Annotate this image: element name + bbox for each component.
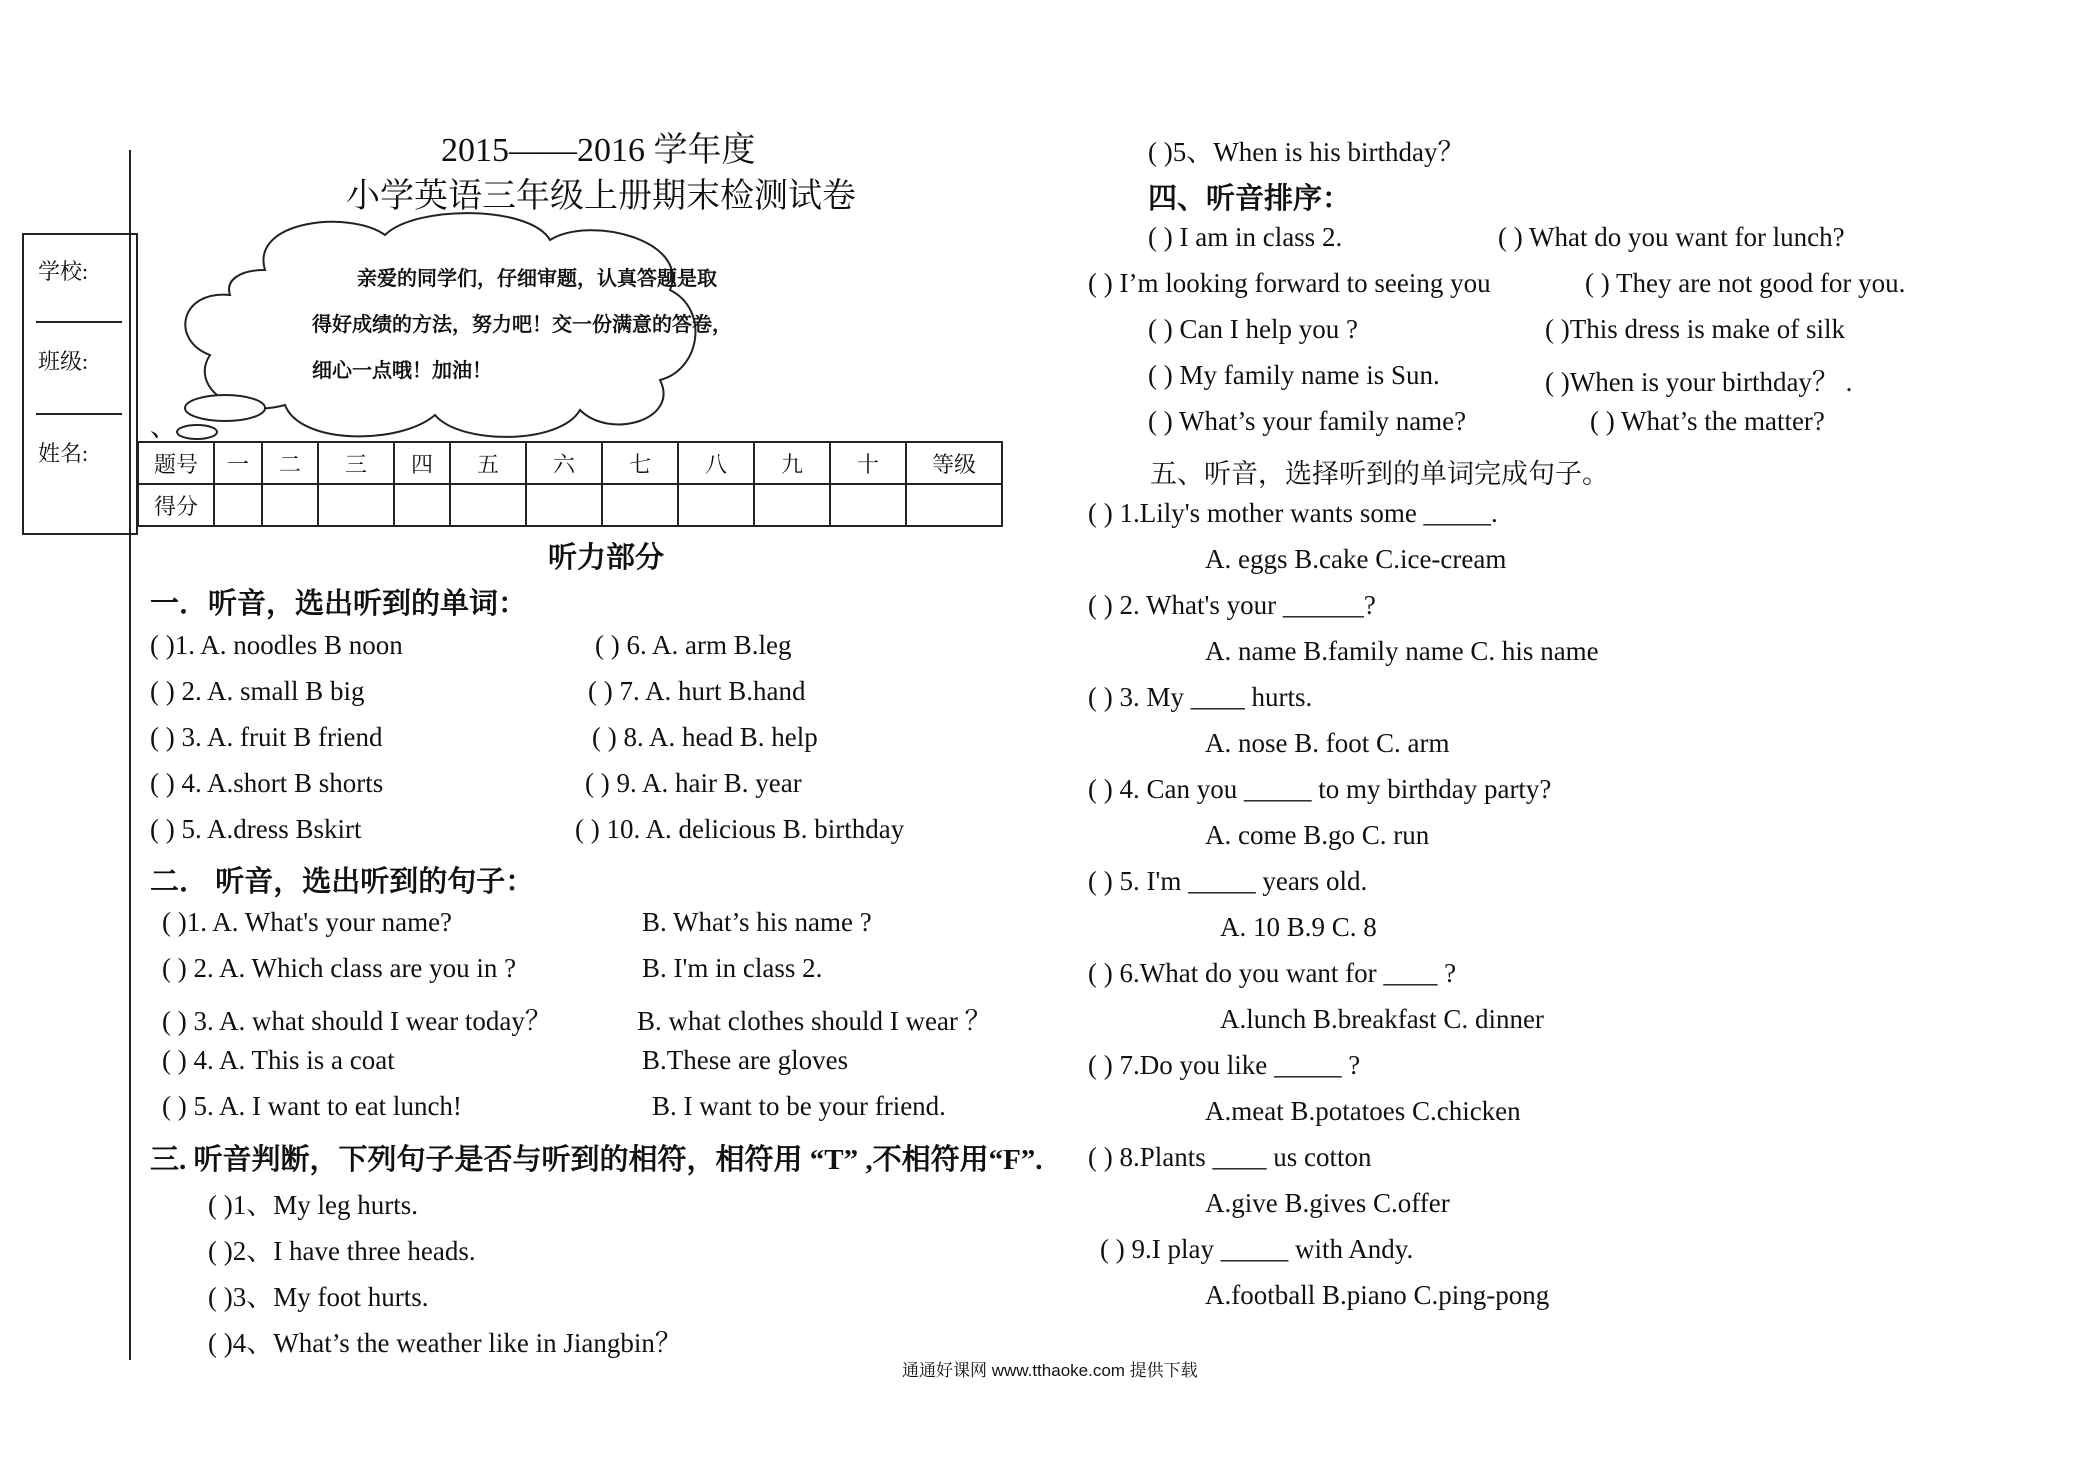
stray-mark: 、: [150, 412, 177, 442]
score-cell[interactable]: [450, 484, 526, 526]
s1-item-5: ( ) 5. A.dress Bskirt: [150, 814, 362, 844]
s4-item-1b: ( ) What do you want for lunch?: [1498, 222, 1845, 252]
s5-o5: A. 10 B.9 C. 8: [1220, 912, 1377, 942]
s2-item-1b: B. What’s his name ?: [642, 907, 872, 937]
student-info-box: [22, 233, 138, 535]
school-label: 学校:: [38, 259, 89, 284]
cloud-text-line-1: 亲爱的同学们，仔细审题，认真答题是取: [357, 266, 717, 290]
col-grade: 等级: [906, 442, 1002, 484]
name-label: 姓名:: [38, 441, 89, 466]
s4-item-4b: ( )When is your birthday？ .: [1545, 367, 1853, 397]
s3-item-5: ( )5、When is his birthday？: [1148, 137, 1465, 167]
s1-heading: 一．听音，选出听到的单词：: [150, 588, 528, 620]
s4-item-5b: ( ) What’s the matter?: [1590, 406, 1825, 436]
s5-o7: A.meat B.potatoes C.chicken: [1205, 1096, 1521, 1126]
score-cell[interactable]: [602, 484, 678, 526]
s5-o3: A. nose B. foot C. arm: [1205, 728, 1450, 758]
score-cell[interactable]: [906, 484, 1002, 526]
s2-item-2a: ( ) 2. A. Which class are you in ?: [162, 953, 517, 983]
s5-o4: A. come B.go C. run: [1205, 820, 1430, 850]
s1-item-8: ( ) 8. A. head B. help: [592, 722, 818, 752]
score-cell[interactable]: [318, 484, 394, 526]
s4-item-4a: ( ) My family name is Sun.: [1148, 360, 1440, 390]
score-cell[interactable]: [394, 484, 450, 526]
score-cell[interactable]: [262, 484, 318, 526]
s2-item-5b: B. I want to be your friend.: [652, 1091, 946, 1121]
s4-item-2b: ( ) They are not good for you.: [1585, 268, 1906, 298]
s5-q8: ( ) 8.Plants ____ us cotton: [1088, 1142, 1372, 1172]
s2-item-3b: B. what clothes should I wear ？: [637, 1006, 992, 1036]
s2-item-1a: ( )1. A. What's your name?: [162, 907, 453, 937]
s3-item-4: ( )4、What’s the weather like in Jiangbin？: [208, 1328, 682, 1358]
score-cell[interactable]: [830, 484, 906, 526]
score-cell[interactable]: [754, 484, 830, 526]
col-7: 七: [602, 442, 678, 484]
s1-item-10: ( ) 10. A. delicious B. birthday: [575, 814, 905, 844]
col-9: 九: [754, 442, 830, 484]
s5-q4: ( ) 4. Can you _____ to my birthday party?: [1088, 774, 1552, 804]
cloud-text-line-2: 得好成绩的方法，努力吧！交一份满意的答卷，: [312, 312, 732, 336]
s4-item-5a: ( ) What’s your family name?: [1148, 406, 1467, 436]
s2-item-2b: B. I'm in class 2.: [642, 953, 823, 983]
s1-item-1: ( )1. A. noodles B noon: [150, 630, 403, 660]
s5-o9: A.football B.piano C.ping-pong: [1205, 1280, 1550, 1310]
s4-item-2a: ( ) I’m looking forward to seeing you: [1088, 268, 1491, 298]
s1-item-7: ( ) 7. A. hurt B.hand: [588, 676, 806, 706]
s1-item-3: ( ) 3. A. fruit B friend: [150, 722, 383, 752]
s4-item-3b: ( )This dress is make of silk: [1545, 314, 1845, 344]
s3-item-2: ( )2、I have three heads.: [208, 1236, 476, 1266]
col-10: 十: [830, 442, 906, 484]
s5-q2: ( ) 2. What's your ______?: [1088, 590, 1376, 620]
row-label: 得分: [138, 484, 214, 526]
s1-item-2: ( ) 2. A. small B big: [150, 676, 365, 706]
s2-heading: 二． 听音，选出听到的句子：: [150, 866, 535, 898]
s4-item-3a: ( ) Can I help you ?: [1148, 314, 1358, 344]
score-table-score-row: [138, 484, 1002, 526]
s5-o8: A.give B.gives C.offer: [1205, 1188, 1450, 1218]
s1-item-4: ( ) 4. A.short B shorts: [150, 768, 384, 798]
col-label: 题号: [138, 442, 214, 484]
score-table: [137, 441, 1003, 527]
s5-q1: ( ) 1.Lily's mother wants some _____.: [1088, 498, 1498, 528]
s2-item-4b: B.These are gloves: [642, 1045, 849, 1075]
col-8: 八: [678, 442, 754, 484]
col-4: 四: [394, 442, 450, 484]
class-blank[interactable]: [36, 413, 122, 415]
footer-credit: 通通好课网 www.tthaoke.com 提供下载: [902, 1361, 1198, 1380]
class-label: 班级:: [38, 349, 89, 374]
s1-item-9: ( ) 9. A. hair B. year: [585, 768, 802, 798]
school-blank[interactable]: [36, 321, 122, 323]
score-cell[interactable]: [678, 484, 754, 526]
s5-o6: A.lunch B.breakfast C. dinner: [1220, 1004, 1544, 1034]
s1-item-6: ( ) 6. A. arm B.leg: [595, 630, 792, 660]
s2-item-3a: ( ) 3. A. what should I wear today？: [162, 1006, 552, 1036]
s5-q7: ( ) 7.Do you like _____ ?: [1088, 1050, 1361, 1080]
s4-heading: 四、听音排序：: [1148, 183, 1352, 215]
s2-item-5a: ( ) 5. A. I want to eat lunch!: [162, 1091, 462, 1121]
score-cell[interactable]: [526, 484, 602, 526]
s5-q5: ( ) 5. I'm _____ years old.: [1088, 866, 1368, 896]
s5-heading: 五、听音，选择听到的单词完成句子。: [1150, 459, 1609, 489]
s5-q6: ( ) 6.What do you want for ____ ?: [1088, 958, 1457, 988]
cloud-text-line-3: 细心一点哦！加油！: [312, 358, 492, 382]
s3-item-1: ( )1、My leg hurts.: [208, 1190, 418, 1220]
col-2: 二: [262, 442, 318, 484]
s5-o2: A. name B.family name C. his name: [1205, 636, 1599, 666]
score-table-header-row: [138, 442, 1002, 484]
listening-section-title: 听力部分: [548, 542, 665, 574]
s5-q3: ( ) 3. My ____ hurts.: [1088, 682, 1313, 712]
col-6: 六: [526, 442, 602, 484]
s3-item-3: ( )3、My foot hurts.: [208, 1282, 429, 1312]
s5-o1: A. eggs B.cake C.ice-cream: [1205, 544, 1507, 574]
s5-q9: ( ) 9.I play _____ with Andy.: [1100, 1234, 1414, 1264]
s2-item-4a: ( ) 4. A. This is a coat: [162, 1045, 395, 1075]
col-3: 三: [318, 442, 394, 484]
col-5: 五: [450, 442, 526, 484]
exam-year: 2015——2016 学年度: [441, 132, 756, 169]
score-cell[interactable]: [214, 484, 262, 526]
exam-title: 小学英语三年级上册期末检测试卷: [346, 178, 856, 215]
s3-heading: 三. 听音判断，下列句子是否与听到的相符，相符用 “T” ,不相符用“F”.: [150, 1144, 1043, 1176]
s4-item-1a: ( ) I am in class 2.: [1148, 222, 1343, 252]
col-1: 一: [214, 442, 262, 484]
